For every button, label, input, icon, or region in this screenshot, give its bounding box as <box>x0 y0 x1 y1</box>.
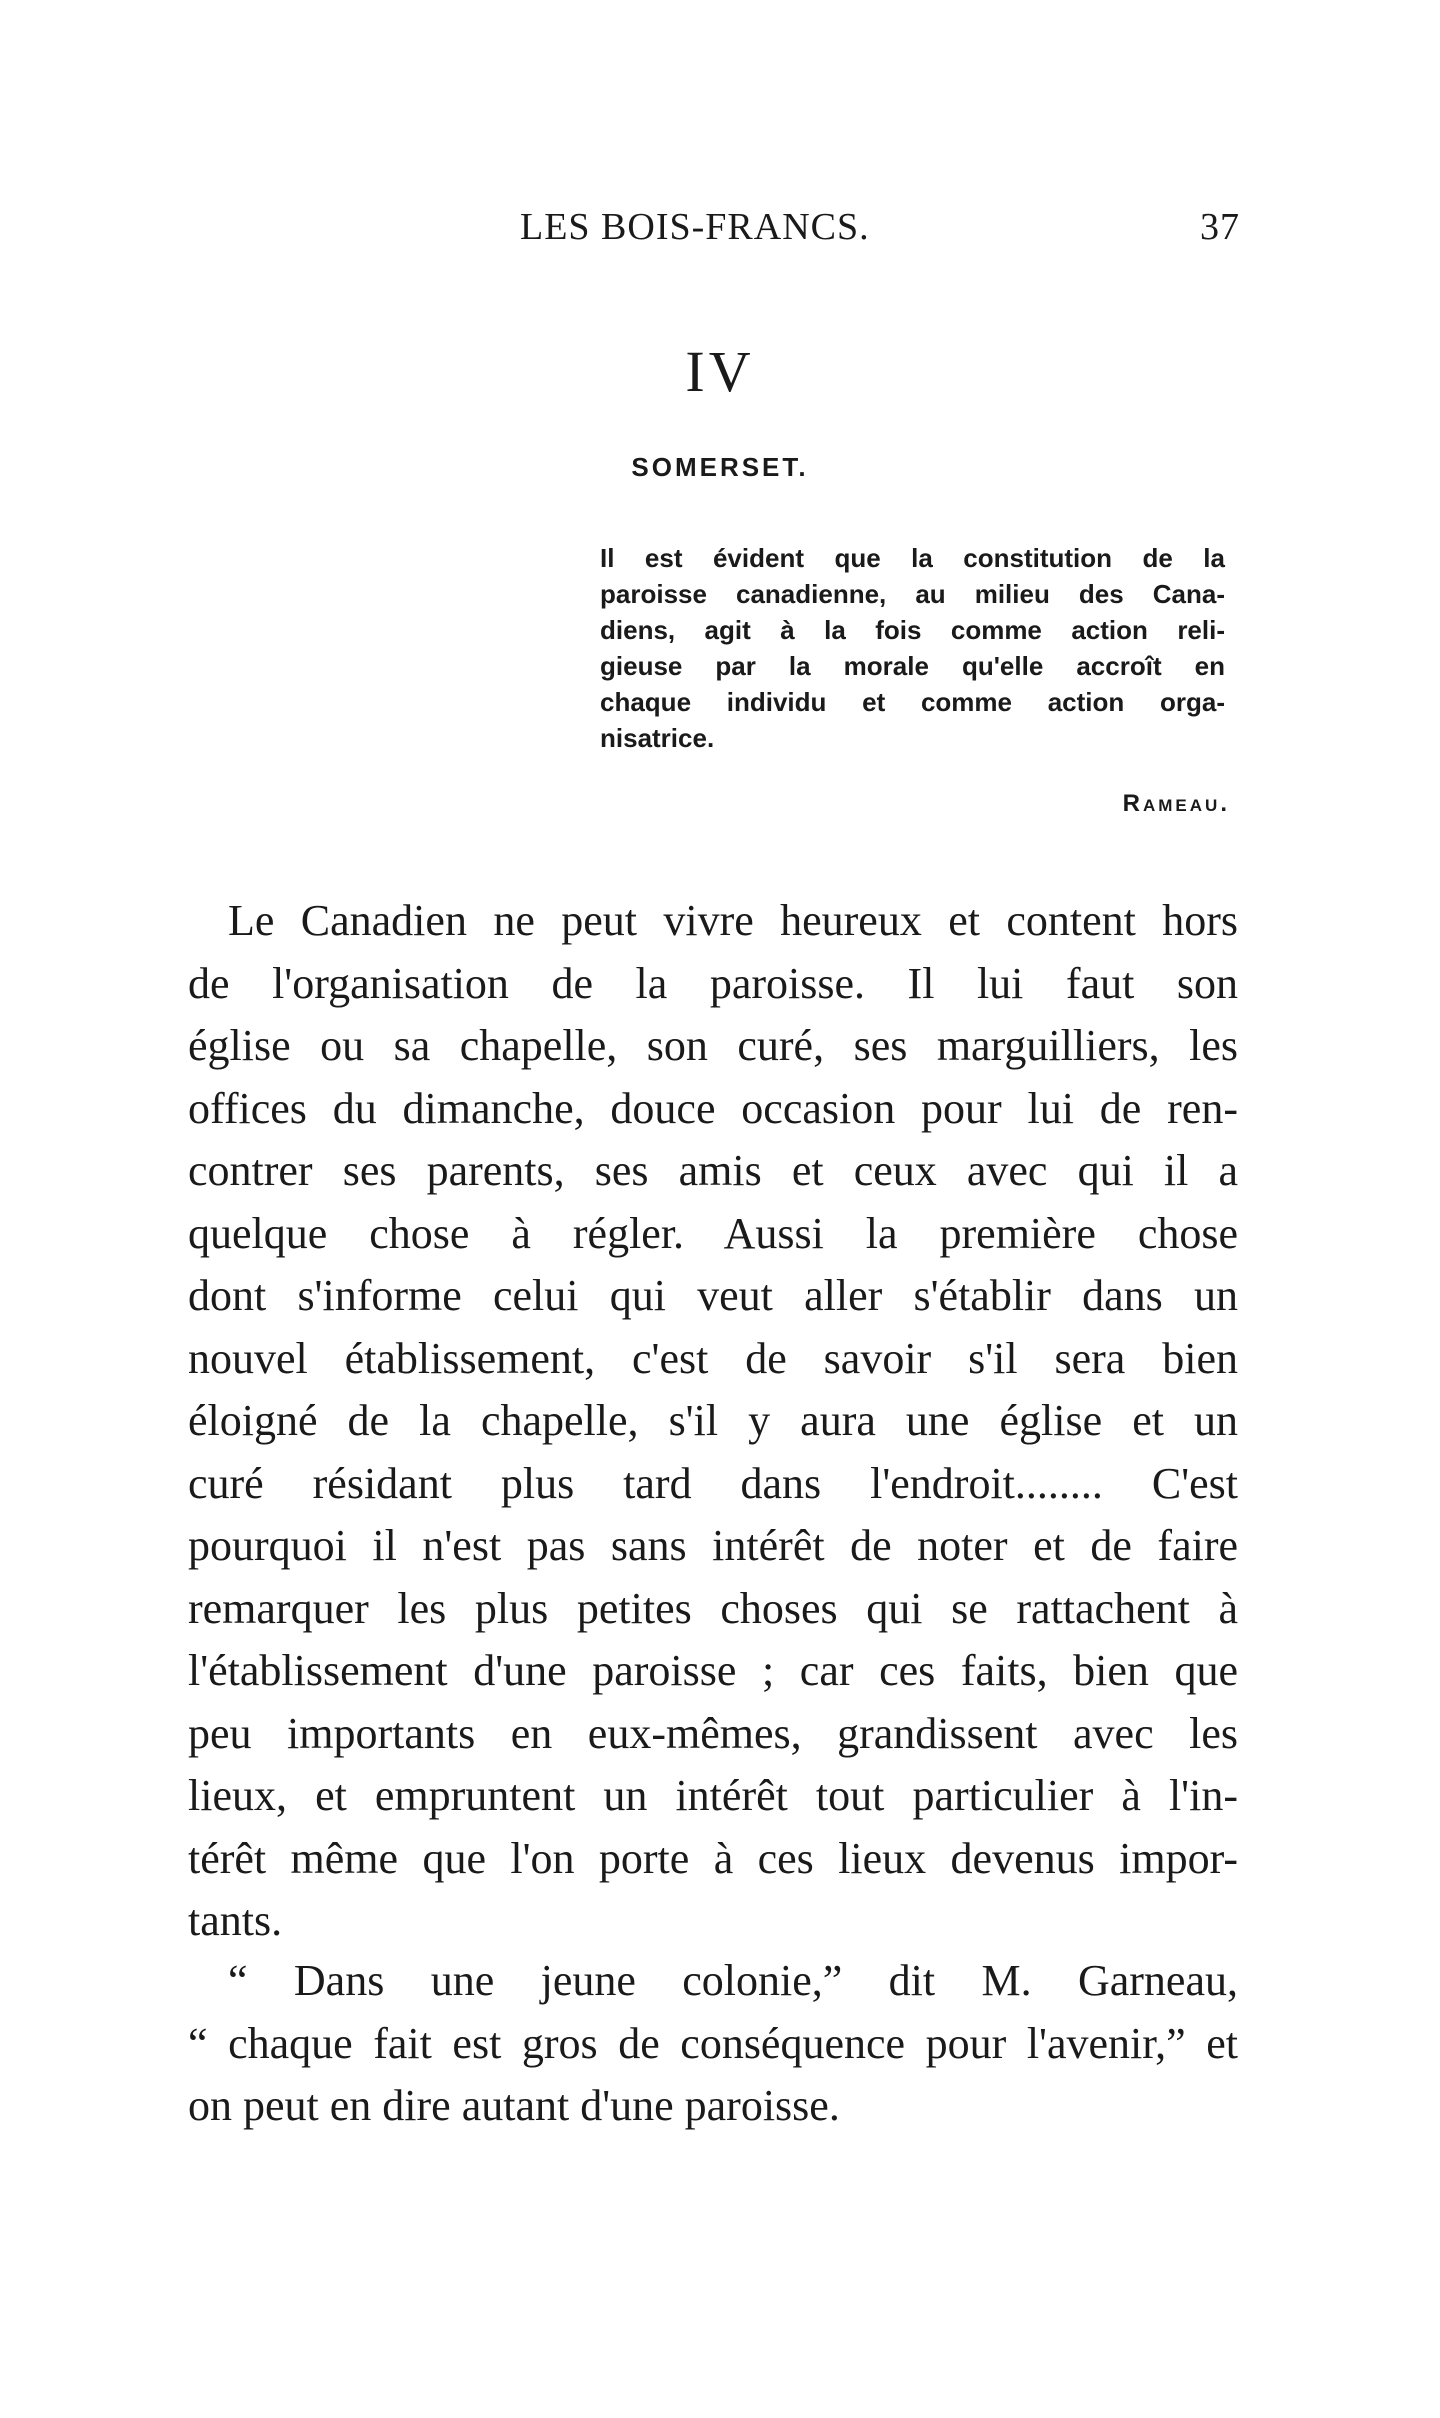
epigraph-line: gieuse par la morale qu'elle accroît en <box>600 651 1225 681</box>
page-number: 37 <box>1200 206 1240 248</box>
text-line: “ Dans une jeune colonie,” dit M. Garneau, <box>228 1956 1238 2005</box>
chapter-title: SOMERSET. <box>631 452 809 482</box>
text-line: curé résidant plus tard dans l'endroit........ C'est <box>188 1458 1238 1508</box>
text-line: église ou sa chapelle, son curé, ses marguilliers, les <box>188 1021 1238 1070</box>
text-line: l'établissement d'une paroisse ; car ces faits, bien que <box>188 1646 1238 1695</box>
text-line: peu importants en eux-mêmes, grandissent avec les <box>188 1708 1238 1758</box>
epigraph-line: chaque individu et comme action orga- <box>600 687 1225 717</box>
text-line: Le Canadien ne peut vivre heureux et content hors <box>228 896 1238 945</box>
epigraph-line: diens, agit à la fois comme action reli- <box>600 615 1225 645</box>
text-line: de l'organisation de la paroisse. Il lui faut son <box>188 958 1238 1008</box>
epigraph-line: nisatrice. <box>600 723 715 753</box>
epigraph-line: paroisse canadienne, au milieu des Cana- <box>600 579 1225 609</box>
text-line: lieux, et empruntent un intérêt tout particulier à l'in- <box>188 1771 1238 1820</box>
text-line: dont s'informe celui qui veut aller s'établir dans un <box>188 1271 1238 1320</box>
text-line: tants. <box>188 1896 283 1945</box>
text-line: “ chaque fait est gros de conséquence pour l'avenir,” et <box>188 2018 1238 2068</box>
text-line: contrer ses parents, ses amis et ceux avec qui il a <box>188 1146 1238 1195</box>
epigraph-attribution: Rameau. <box>1122 790 1230 817</box>
epigraph <box>600 540 1225 756</box>
text-line: nouvel établissement, c'est de savoir s'il sera bien <box>188 1333 1238 1383</box>
text-line: quelque chose à régler. Aussi la première chose <box>188 1208 1238 1258</box>
chapter-number: IV <box>685 339 755 404</box>
epigraph-line: Il est évident que la constitution de la <box>600 543 1225 573</box>
text-line: offices du dimanche, douce occasion pour lui de ren- <box>188 1083 1238 1133</box>
paragraph <box>188 890 1238 1953</box>
running-head <box>520 205 1240 265</box>
text-line: térêt même que l'on porte à ces lieux devenus impor- <box>188 1833 1238 1883</box>
text-line: remarquer les plus petites choses qui se rattachent à <box>188 1583 1238 1633</box>
text-line: éloigné de la chapelle, s'il y aura une église et un <box>188 1396 1238 1445</box>
running-title: LES BOIS-FRANCS. <box>520 206 870 248</box>
paragraph <box>188 1950 1238 2138</box>
text-line: on peut en dire autant d'une paroisse. <box>188 2081 840 2130</box>
text-line: pourquoi il n'est pas sans intérêt de noter et de faire <box>188 1521 1238 1570</box>
